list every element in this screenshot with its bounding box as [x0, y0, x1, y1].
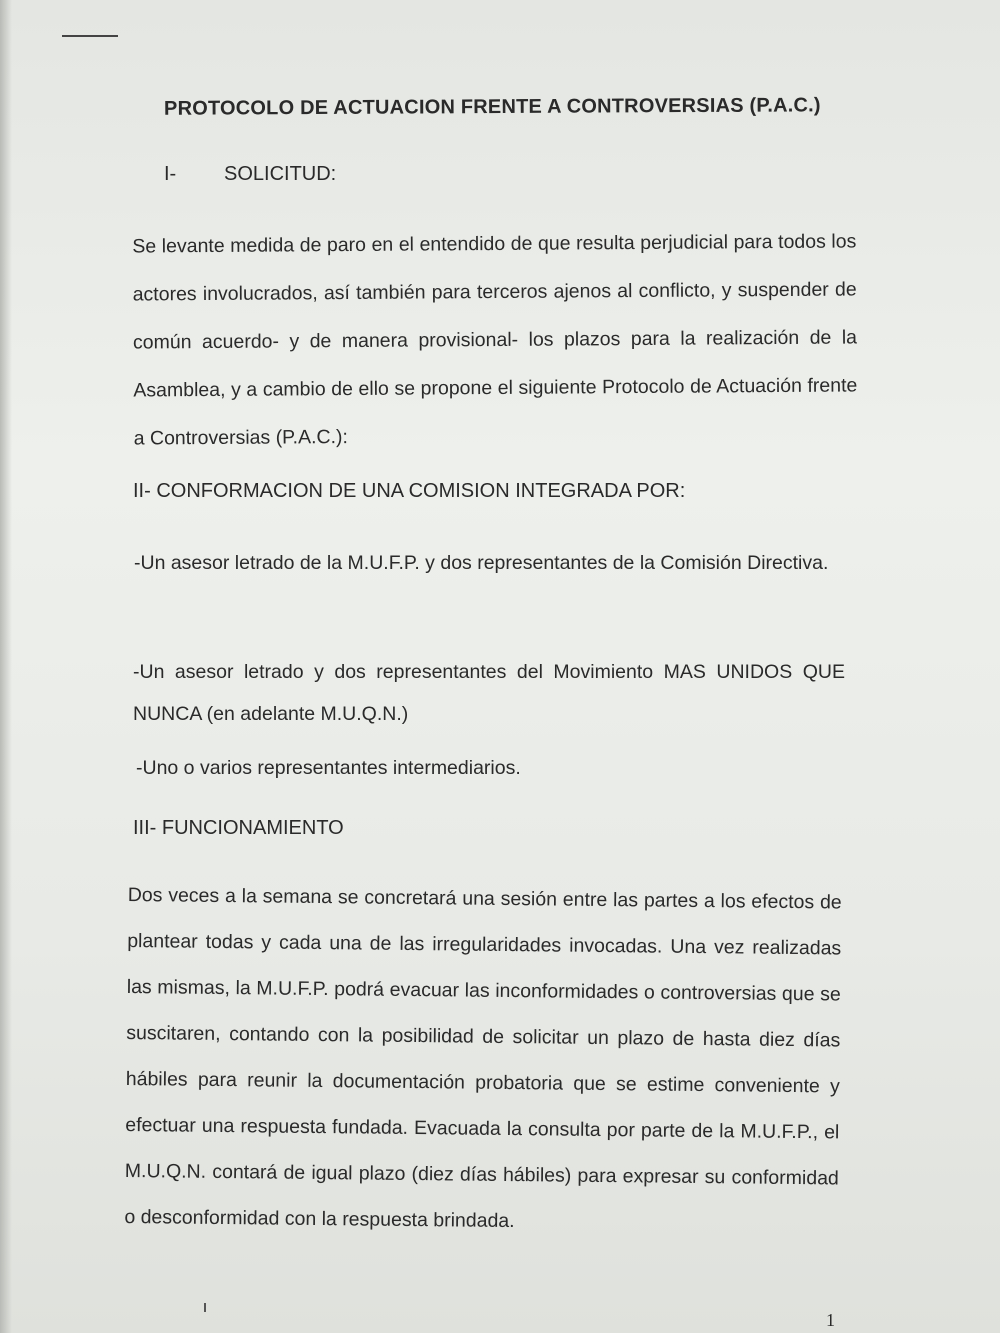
section-2-heading: II- CONFORMACION DE UNA COMISION INTEGRADA POR:	[133, 480, 686, 502]
section-2-item: -Un asesor letrado de la M.U.F.P. y dos representantes de la Comisión Directiva.	[134, 552, 829, 574]
page-edge-shadow	[0, 0, 12, 1333]
section-1-number: I-	[164, 163, 177, 185]
page-number: 1	[826, 1310, 835, 1330]
pen-tick-mark	[204, 1303, 206, 1312]
document-title: PROTOCOLO DE ACTUACION FRENTE A CONTROVERSIAS (P.A.C.)	[163, 94, 821, 120]
section-2-item: -Un asesor letrado y dos representantes del Movimiento MAS UNIDOS QUE NUNCA (en adelante M.U.Q.N.)	[133, 661, 845, 725]
corner-pen-mark	[62, 35, 118, 37]
section-3-heading: III- FUNCIONAMIENTO	[133, 817, 344, 839]
section-2-item: -Uno o varios representantes intermediarios.	[136, 757, 521, 779]
section-3-paragraph: Dos veces a la semana se concretará una sesión entre las partes a los efectos de plantear todas y cada una de las irregularidades invocadas. Una vez realizadas las mismas, la M.U.F.P. podrá evacuar las inconformidades o controversias que se suscitaren, contando con la posibilidad de solicitar un plazo de hasta diez días hábiles para reunir la documentación probatoria que se estime conveniente y efectuar una respuesta fundada. Evacuada la consulta por parte de la M.U.F.P., el M.U.Q.N. contará de igual plazo (diez días hábiles) para expresar su conformidad o desconformidad con la respuesta brindada.	[124, 883, 842, 1233]
section-1-heading: SOLICITUD:	[224, 163, 337, 185]
section-1-paragraph: Se levante medida de paro en el entendido de que resulta perjudicial para todos los actores involucrados, así también para terceros ajenos al conflicto, y suspender de común acuerdo- y de manera provisional- los plazos para la realización de la Asamblea, y a cambio de ello se propone el siguiente Protocolo de Actuación frente a Controversias (P.A.C.):	[132, 230, 858, 450]
